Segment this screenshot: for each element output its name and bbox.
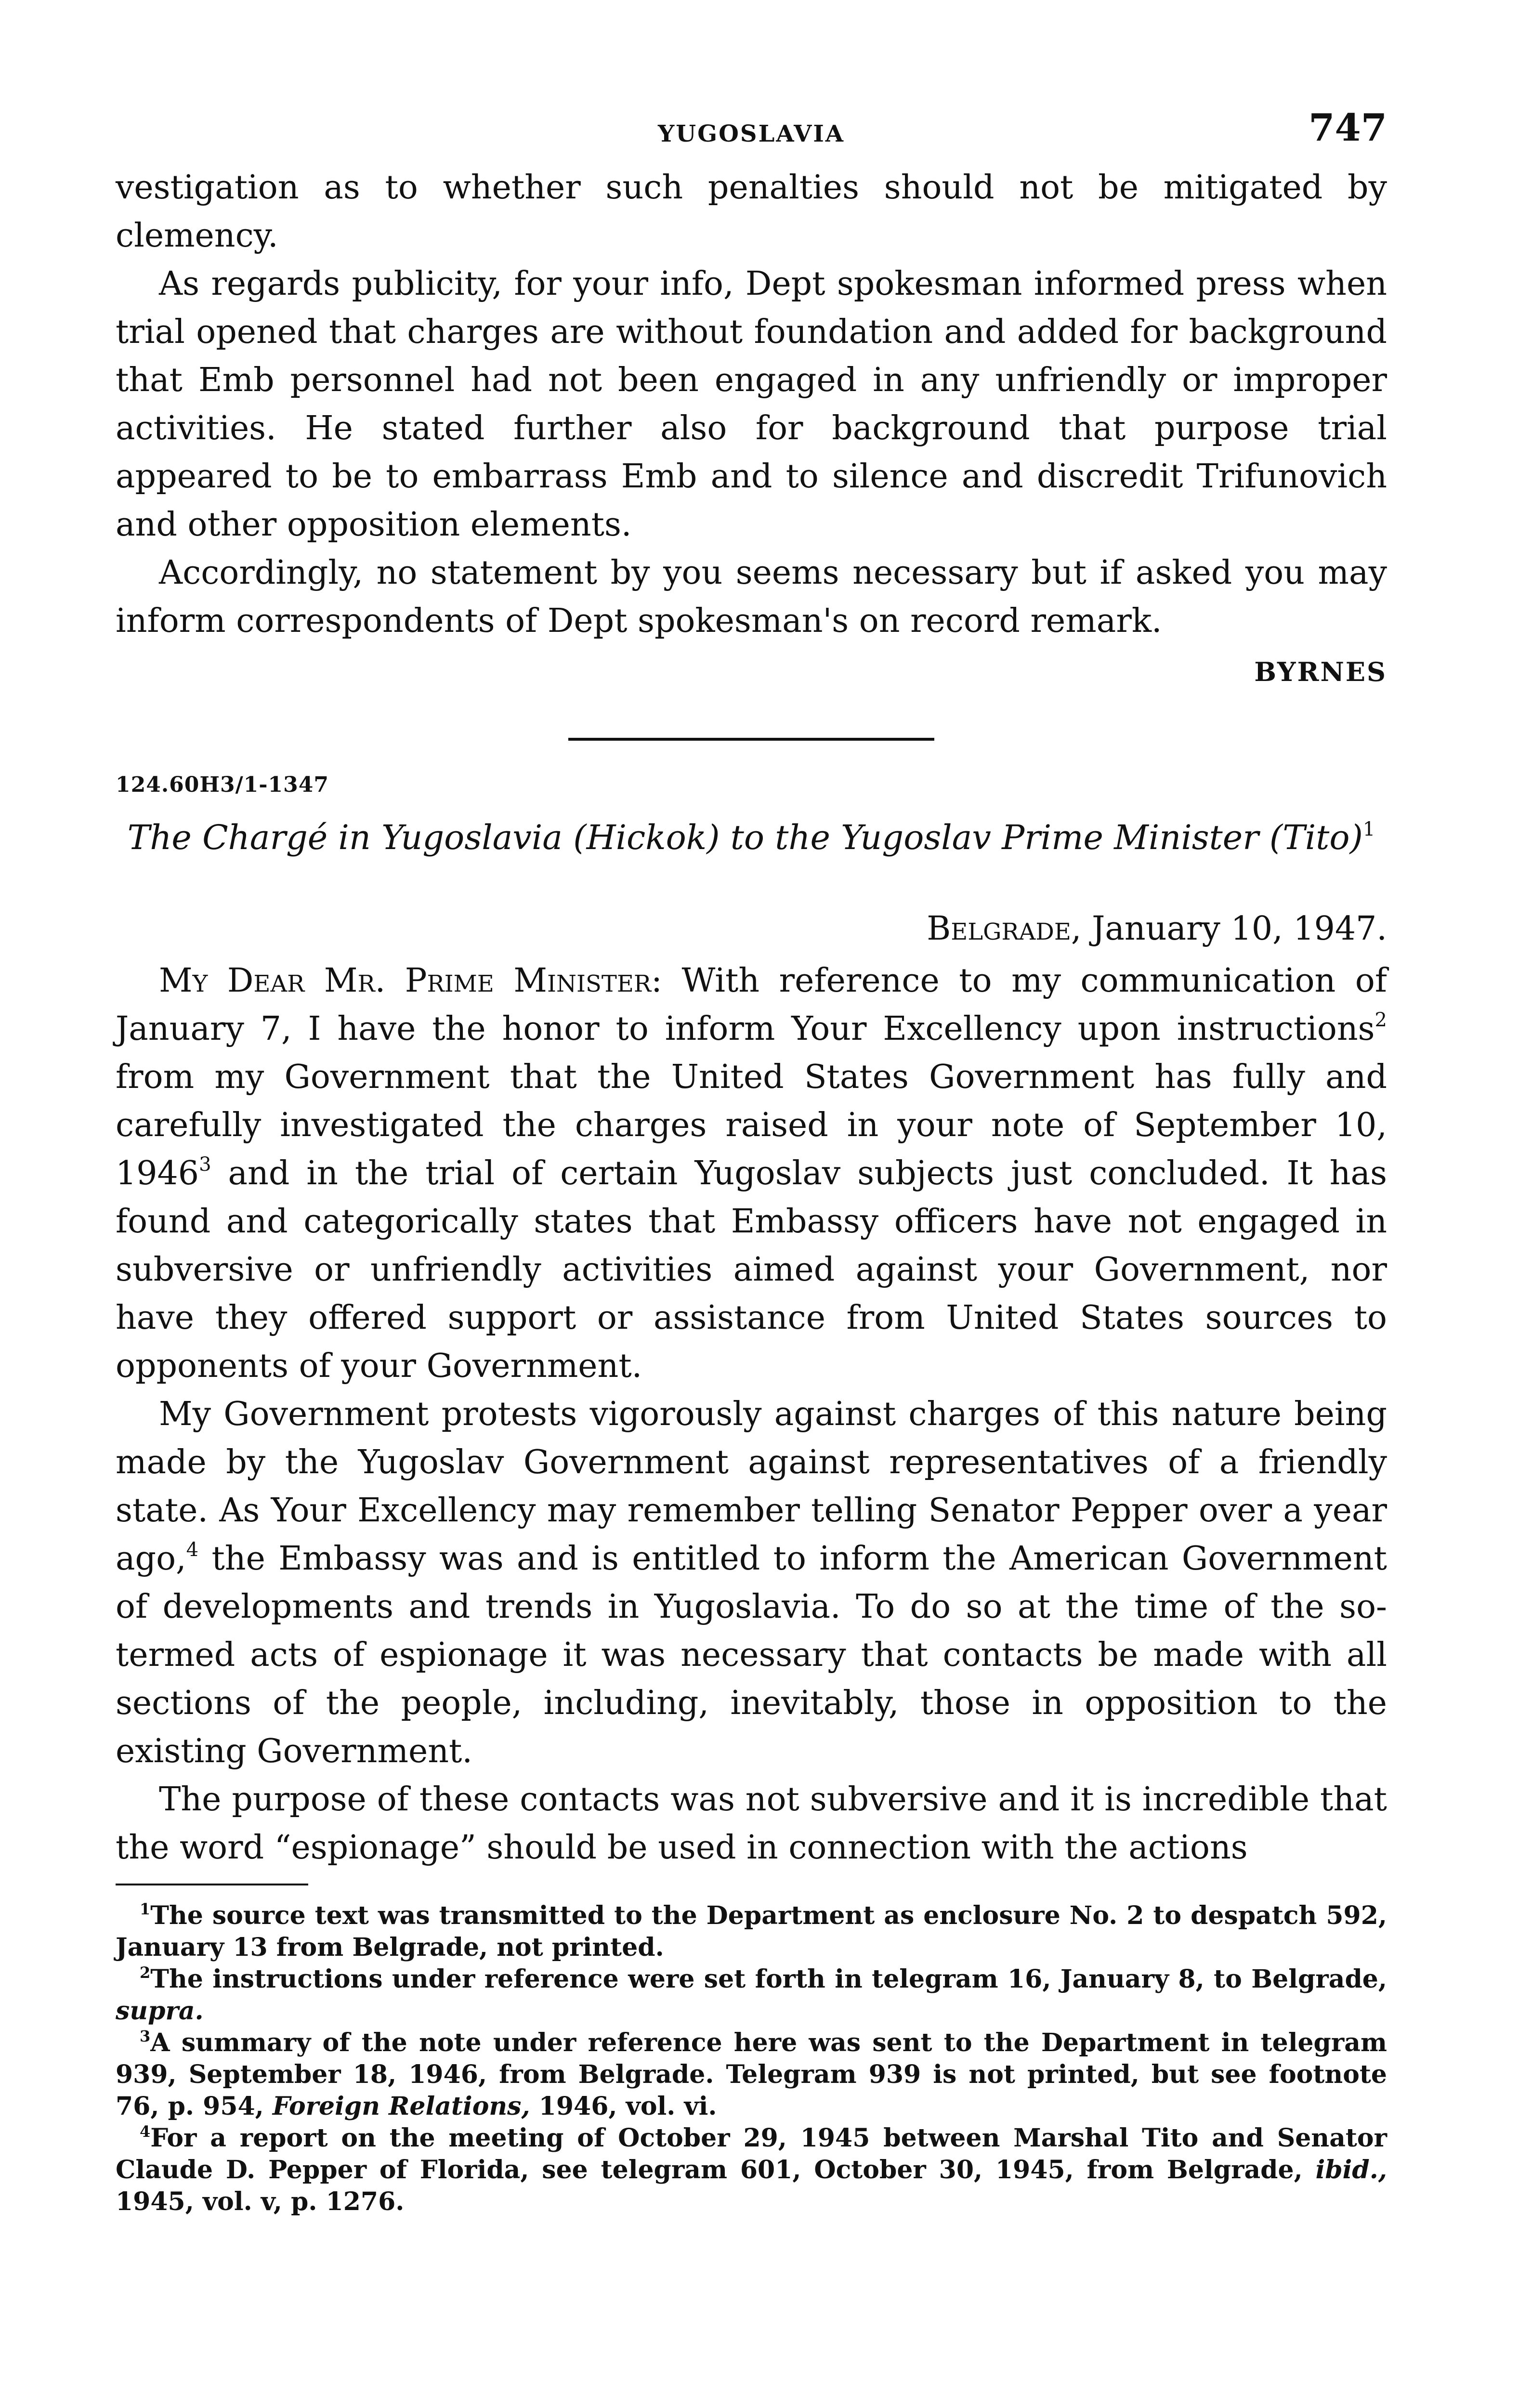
page-number: 747 [1309,106,1387,150]
footnote-text: A summary of the note under reference here was sent to the Department in telegram 939, September 18, 1946, from Belgrade. Telegram 939 is not printed, but see footnote 76, p. 954, [116,2028,1387,2121]
letter-body [116,957,1387,1872]
footnote-number: 4 [140,2122,151,2141]
footnote-text-end: 1945, vol. v, p. 1276. [116,2187,405,2216]
footnote-marker-4: 4 [186,1539,199,1561]
document-title-text: The Chargé in Yugoslavia (Hickok) to the Yugoslav Prime Minister (Tito) [127,818,1363,857]
letter-paragraph-2 [116,1390,1387,1776]
dateline [116,905,1387,953]
continuation-paragraph-1: vestigation as to whether such penalties should not be mitigated by clemency. [116,169,1387,255]
section-divider [568,738,934,741]
letter-paragraph-1-c: and in the trial of certain Yugoslav subjects just concluded. It has found and categorically states that Embassy officers have not engaged in subversive or unfriendly activities aimed against your Government, nor have they offered support or assistance from United States sources to opponents of your Government. [116,1154,1387,1385]
dateline-date: January 10, 1947. [1092,910,1387,948]
footnote-marker-2: 2 [1374,1009,1387,1031]
file-code: 124.60H3/1-1347 [116,772,329,797]
footnote-divider [116,1884,308,1885]
running-title: YUGOSLAVIA [657,120,845,147]
footnote-number: 2 [140,1963,151,1982]
document-page [116,106,1387,2218]
footnote-italic: Foreign Relations, [272,2092,530,2121]
footnote-marker-3: 3 [199,1153,211,1176]
continuation-paragraph-3: Accordingly, no statement by you seems necessary but if asked you may inform correspondents of Dept spokesman's on record remark. [116,554,1387,640]
title-footnote-marker: 1 [1362,818,1375,840]
letter-paragraph-1 [116,957,1387,1390]
footnote-italic: supra. [116,1996,204,2026]
letter-paragraph-1-a: With reference to my communication of January 7, I have the honor to inform Your Excellency upon instructions [116,962,1387,1048]
dateline-place: Belgrade, [927,910,1082,948]
footnote-3 [116,2027,1387,2122]
footnote-text: The source text was transmitted to the Department as enclosure No. 2 to despatch 592, January 13 from Belgrade, not printed. [116,1901,1387,1962]
footnote-2 [116,1963,1387,2027]
footnote-text-end: 1946, vol. vi. [538,2092,717,2121]
footnote-text: The instructions under reference were set forth in telegram 16, January 8, to Belgrade, [150,1964,1387,1994]
footnote-number: 1 [140,1900,151,1918]
letter-paragraph-3: The purpose of these contacts was not subversive and it is incredible that the word “espionage” should be used in connection with the actions [116,1780,1387,1867]
footnote-1 [116,1900,1387,1963]
letter-paragraph-2-a: My Government protests vigorously against charges of this nature being made by the Yugoslav Government against representatives of a friendly state. As Your Excellency may remember telling Senator Pepper over a year ago, [116,1395,1387,1578]
footnote-4 [116,2122,1387,2218]
document-title [116,813,1387,862]
footnote-italic: ibid., [1315,2155,1387,2185]
signature: BYRNES [1254,656,1387,687]
continuation-paragraph-2: As regards publicity, for your info, Dept spokesman informed press when trial opened that charges are without foundation and added for background that Emb personnel had not been engaged in any unfriendly or improper activities. He stated further also for background that purpose trial appeared to be to embarrass Emb and to silence and discredit Trifunovich and other opposition elements. [116,265,1387,544]
footnotes [116,1900,1387,2218]
letter-paragraph-2-b: the Embassy was and is entitled to inform the American Government of developments and trends in Yugoslavia. To do so at the time of the so-termed acts of espionage it was necessary that contacts be made with all sections of the people, including, inevitably, those in opposition to the existing Government. [116,1540,1387,1770]
letter-paragraph-1-b: from my Government that the United States Government has fully and carefully investigated the charges raised in your note of September 10, 1946 [116,1058,1387,1192]
running-header [116,106,1387,164]
continuation-text [116,164,1387,645]
footnote-number: 3 [140,2027,151,2045]
footnote-text: For a report on the meeting of October 29, 1945 between Marshal Tito and Senator Claude D. Pepper of Florida, see telegram 601, October 30, 1945, from Belgrade, [116,2123,1387,2185]
salutation: My Dear Mr. Prime Minister: [159,962,662,1000]
